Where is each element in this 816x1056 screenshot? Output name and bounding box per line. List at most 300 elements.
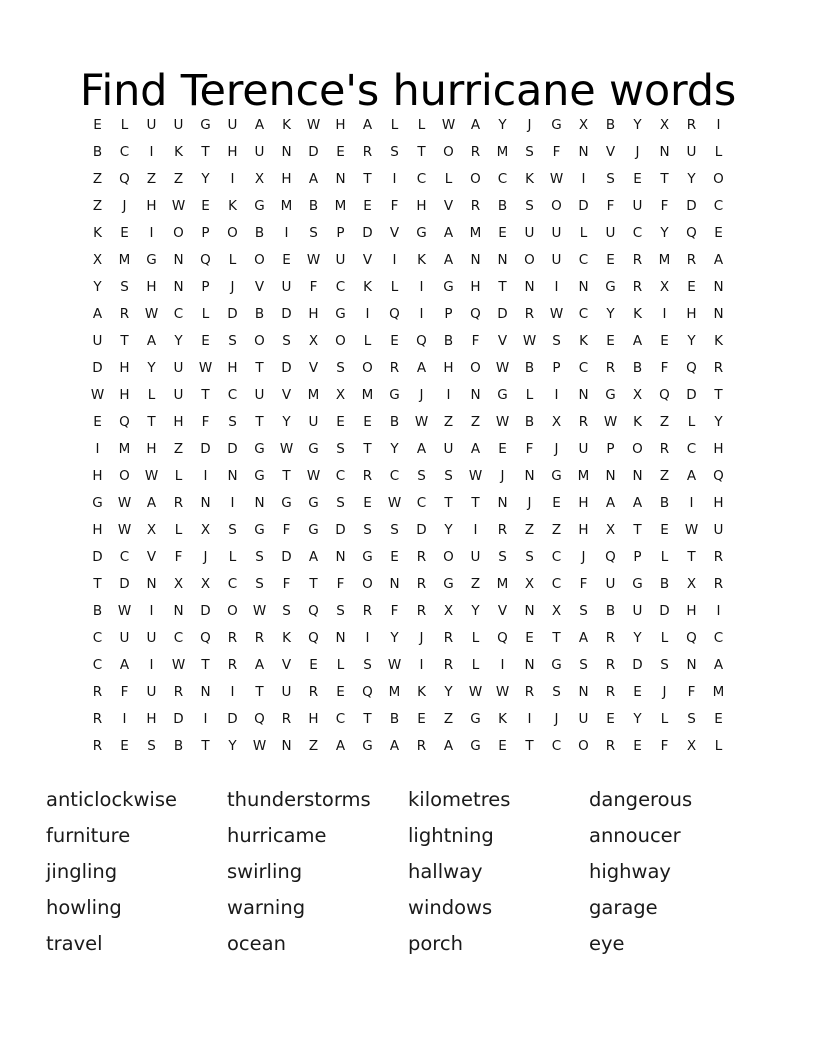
grid-letter[interactable]: F [471,333,480,349]
grid-letter[interactable]: V [146,549,157,565]
grid-letter[interactable]: S [309,225,318,241]
grid-letter[interactable]: X [308,333,319,349]
grid-letter[interactable]: E [417,711,426,727]
grid-letter[interactable]: M [334,198,347,214]
grid-letter[interactable]: O [470,360,481,376]
grid-letter[interactable]: A [632,495,643,511]
grid-letter[interactable]: S [255,576,264,592]
grid-letter[interactable]: B [659,495,670,511]
grid-letter[interactable]: W [279,441,294,457]
grid-letter[interactable]: I [554,387,559,403]
grid-letter[interactable]: A [308,549,319,565]
grid-letter[interactable]: S [120,279,129,295]
grid-letter[interactable]: W [198,360,213,376]
grid-letter[interactable]: I [365,630,370,646]
grid-letter[interactable]: F [525,441,534,457]
grid-letter[interactable]: K [525,171,534,187]
grid-letter[interactable]: E [660,522,669,538]
grid-letter[interactable]: X [92,252,103,268]
grid-letter[interactable]: B [254,306,265,322]
grid-letter[interactable]: M [118,252,131,268]
grid-letter[interactable]: K [579,333,588,349]
grid-letter[interactable]: J [662,684,667,700]
grid-letter[interactable]: A [713,657,724,673]
grid-letter[interactable]: H [416,198,427,214]
grid-letter[interactable]: G [362,549,373,565]
grid-letter[interactable]: K [417,252,426,268]
grid-letter[interactable]: O [524,252,535,268]
grid-letter[interactable]: O [227,603,238,619]
grid-letter[interactable]: P [336,225,345,241]
grid-letter[interactable]: E [120,225,129,241]
grid-letter[interactable]: E [498,738,507,754]
grid-letter[interactable]: A [443,225,454,241]
grid-letter[interactable]: S [228,414,237,430]
grid-letter[interactable]: K [174,144,183,160]
grid-letter[interactable]: H [92,468,103,484]
grid-letter[interactable]: C [713,198,724,214]
grid-letter[interactable]: L [174,468,183,484]
grid-letter[interactable]: O [254,333,265,349]
grid-letter[interactable]: I [203,468,208,484]
grid-letter[interactable]: T [201,738,210,754]
grid-letter[interactable]: S [525,549,534,565]
grid-letter[interactable]: Q [362,684,373,700]
grid-letter[interactable]: K [633,414,642,430]
grid-letter[interactable]: W [171,198,186,214]
grid-letter[interactable]: I [392,252,397,268]
grid-letter[interactable]: K [714,333,723,349]
grid-letter[interactable]: T [687,549,696,565]
grid-letter[interactable]: M [307,387,320,403]
grid-letter[interactable]: G [443,279,454,295]
grid-letter[interactable]: G [254,441,265,457]
grid-letter[interactable]: T [471,495,480,511]
grid-letter[interactable]: J [635,144,640,160]
grid-letter[interactable]: Z [308,738,319,754]
grid-letter[interactable]: Z [524,522,535,538]
grid-letter[interactable]: N [713,279,724,295]
grid-letter[interactable]: V [605,144,616,160]
word-list-item[interactable]: annoucer [589,824,681,847]
grid-letter[interactable]: W [171,657,186,673]
grid-letter[interactable]: I [554,279,559,295]
grid-letter[interactable]: T [498,279,507,295]
grid-letter[interactable]: E [498,225,507,241]
grid-letter[interactable]: S [390,522,399,538]
grid-letter[interactable]: L [390,279,399,295]
grid-letter[interactable]: H [713,441,724,457]
grid-letter[interactable]: B [173,738,184,754]
grid-letter[interactable]: V [308,360,319,376]
grid-letter[interactable]: I [230,495,235,511]
grid-letter[interactable]: N [200,684,211,700]
grid-letter[interactable]: L [471,657,480,673]
grid-letter[interactable]: A [632,333,643,349]
grid-letter[interactable]: Y [498,117,507,133]
grid-letter[interactable]: B [389,711,400,727]
grid-letter[interactable]: W [468,468,483,484]
grid-letter[interactable]: V [443,198,454,214]
grid-letter[interactable]: B [92,603,103,619]
grid-letter[interactable]: L [363,333,372,349]
grid-letter[interactable]: A [92,306,103,322]
grid-letter[interactable]: T [201,144,210,160]
grid-letter[interactable]: S [552,333,561,349]
grid-letter[interactable]: E [93,414,102,430]
grid-letter[interactable]: A [416,360,427,376]
grid-letter[interactable]: U [92,333,103,349]
grid-letter[interactable]: U [551,252,562,268]
grid-letter[interactable]: A [443,252,454,268]
grid-letter[interactable]: R [686,117,697,133]
grid-letter[interactable]: A [470,117,481,133]
grid-letter[interactable]: L [444,171,453,187]
grid-letter[interactable]: H [335,117,346,133]
grid-letter[interactable]: E [633,171,642,187]
word-list-item[interactable]: ocean [227,932,286,955]
grid-letter[interactable]: E [606,252,615,268]
grid-letter[interactable]: O [443,549,454,565]
grid-letter[interactable]: L [228,252,237,268]
grid-letter[interactable]: U [281,684,292,700]
grid-letter[interactable]: B [389,414,400,430]
grid-letter[interactable]: T [363,711,372,727]
grid-letter[interactable]: U [335,252,346,268]
grid-letter[interactable]: X [632,387,643,403]
grid-letter[interactable]: N [524,468,535,484]
grid-letter[interactable]: R [416,576,427,592]
grid-letter[interactable]: J [122,198,127,214]
grid-letter[interactable]: U [173,387,184,403]
grid-letter[interactable]: R [443,657,454,673]
grid-letter[interactable]: G [470,711,481,727]
grid-letter[interactable]: T [147,414,156,430]
grid-letter[interactable]: R [632,279,643,295]
grid-letter[interactable]: N [578,387,589,403]
grid-letter[interactable]: Y [390,441,399,457]
grid-letter[interactable]: I [149,603,154,619]
grid-letter[interactable]: T [363,441,372,457]
grid-letter[interactable]: H [146,711,157,727]
grid-letter[interactable]: D [416,522,427,538]
grid-letter[interactable]: R [605,630,616,646]
word-list-item[interactable]: hallway [408,860,483,883]
grid-letter[interactable]: N [281,738,292,754]
grid-letter[interactable]: D [119,576,130,592]
grid-letter[interactable]: F [309,279,318,295]
grid-letter[interactable]: V [497,333,508,349]
grid-letter[interactable]: I [473,522,478,538]
grid-letter[interactable]: T [255,684,264,700]
grid-letter[interactable]: G [551,468,562,484]
grid-letter[interactable]: U [254,144,265,160]
grid-letter[interactable]: Y [471,603,480,619]
grid-letter[interactable]: W [495,414,510,430]
grid-letter[interactable]: I [149,225,154,241]
grid-letter[interactable]: S [417,468,426,484]
grid-letter[interactable]: M [658,252,671,268]
grid-letter[interactable]: B [497,198,508,214]
grid-letter[interactable]: S [525,144,534,160]
grid-letter[interactable]: G [497,387,508,403]
grid-letter[interactable]: C [227,387,238,403]
grid-letter[interactable]: J [419,387,424,403]
grid-letter[interactable]: I [149,657,154,673]
word-list-item[interactable]: kilometres [408,788,511,811]
grid-letter[interactable]: Z [659,468,670,484]
grid-letter[interactable]: J [500,468,505,484]
grid-letter[interactable]: C [335,711,346,727]
grid-letter[interactable]: U [119,630,130,646]
grid-letter[interactable]: O [632,441,643,457]
grid-letter[interactable]: D [686,387,697,403]
grid-letter[interactable]: C [497,171,508,187]
grid-letter[interactable]: G [92,495,103,511]
grid-letter[interactable]: Z [173,441,184,457]
grid-letter[interactable]: Y [714,414,723,430]
grid-letter[interactable]: W [117,495,132,511]
grid-letter[interactable]: E [336,144,345,160]
grid-letter[interactable]: S [228,522,237,538]
grid-letter[interactable]: Y [201,171,210,187]
grid-letter[interactable]: R [713,576,724,592]
grid-letter[interactable]: Y [606,306,615,322]
grid-letter[interactable]: U [146,630,157,646]
grid-letter[interactable]: N [200,495,211,511]
grid-letter[interactable]: E [660,333,669,349]
word-list-item[interactable]: porch [408,932,463,955]
grid-letter[interactable]: I [203,711,208,727]
grid-letter[interactable]: H [470,279,481,295]
grid-letter[interactable]: R [92,684,103,700]
grid-letter[interactable]: T [255,360,264,376]
grid-letter[interactable]: H [686,603,697,619]
grid-letter[interactable]: A [578,630,589,646]
grid-letter[interactable]: E [363,198,372,214]
grid-letter[interactable]: N [524,657,535,673]
grid-letter[interactable]: E [687,279,696,295]
grid-letter[interactable]: W [522,333,537,349]
word-list-item[interactable]: travel [46,932,103,955]
grid-letter[interactable]: O [578,738,589,754]
grid-letter[interactable]: A [362,117,373,133]
grid-letter[interactable]: Y [633,630,642,646]
grid-letter[interactable]: P [552,360,561,376]
grid-letter[interactable]: R [173,495,184,511]
grid-letter[interactable]: A [146,333,157,349]
grid-letter[interactable]: X [335,387,346,403]
grid-letter[interactable]: D [227,441,238,457]
grid-letter[interactable]: E [525,630,534,646]
grid-letter[interactable]: O [470,171,481,187]
grid-letter[interactable]: M [361,387,374,403]
grid-letter[interactable]: X [524,576,535,592]
grid-letter[interactable]: D [362,225,373,241]
grid-letter[interactable]: D [281,306,292,322]
grid-letter[interactable]: Q [686,630,697,646]
grid-letter[interactable]: P [444,306,453,322]
grid-letter[interactable]: Z [146,171,157,187]
grid-letter[interactable]: Y [633,117,642,133]
word-list-item[interactable]: hurricame [227,824,327,847]
grid-letter[interactable]: U [173,360,184,376]
grid-letter[interactable]: E [390,333,399,349]
grid-letter[interactable]: D [281,549,292,565]
grid-letter[interactable]: N [578,279,589,295]
grid-letter[interactable]: R [443,630,454,646]
grid-letter[interactable]: W [117,603,132,619]
grid-letter[interactable]: E [201,333,210,349]
grid-letter[interactable]: G [254,522,265,538]
grid-letter[interactable]: S [660,657,669,673]
grid-letter[interactable]: R [389,360,400,376]
grid-letter[interactable]: J [581,549,586,565]
grid-letter[interactable]: N [497,495,508,511]
grid-letter[interactable]: I [446,387,451,403]
grid-letter[interactable]: I [230,171,235,187]
grid-letter[interactable]: G [254,468,265,484]
grid-letter[interactable]: D [686,198,697,214]
grid-letter[interactable]: Z [443,711,454,727]
grid-letter[interactable]: S [579,657,588,673]
grid-letter[interactable]: S [498,549,507,565]
grid-letter[interactable]: D [281,360,292,376]
grid-letter[interactable]: E [309,657,318,673]
grid-letter[interactable]: T [93,576,102,592]
word-list-item[interactable]: swirling [227,860,303,883]
grid-letter[interactable]: A [146,495,157,511]
grid-letter[interactable]: T [633,522,642,538]
grid-letter[interactable]: L [525,387,534,403]
grid-letter[interactable]: K [363,279,372,295]
grid-letter[interactable]: R [524,684,535,700]
grid-letter[interactable]: W [90,387,105,403]
grid-letter[interactable]: O [362,360,373,376]
grid-letter[interactable]: R [497,522,508,538]
grid-letter[interactable]: R [92,738,103,754]
grid-letter[interactable]: Z [92,198,103,214]
grid-letter[interactable]: I [95,441,100,457]
grid-letter[interactable]: V [362,252,373,268]
grid-letter[interactable]: R [173,684,184,700]
grid-letter[interactable]: M [577,468,590,484]
grid-letter[interactable]: S [147,738,156,754]
grid-letter[interactable]: A [470,441,481,457]
grid-letter[interactable]: H [146,441,157,457]
grid-letter[interactable]: U [686,144,697,160]
grid-letter[interactable]: L [336,657,345,673]
grid-letter[interactable]: D [227,306,238,322]
grid-letter[interactable]: I [662,306,667,322]
grid-letter[interactable]: C [578,252,589,268]
grid-letter[interactable]: P [606,441,615,457]
grid-letter[interactable]: O [443,144,454,160]
grid-letter[interactable]: Q [470,306,481,322]
grid-letter[interactable]: R [119,306,130,322]
grid-letter[interactable]: H [227,360,238,376]
grid-letter[interactable]: A [335,738,346,754]
grid-letter[interactable]: Q [200,252,211,268]
grid-letter[interactable]: L [120,117,129,133]
grid-letter[interactable]: B [254,225,265,241]
grid-letter[interactable]: S [444,468,453,484]
grid-letter[interactable]: T [201,387,210,403]
grid-letter[interactable]: Q [308,630,319,646]
grid-letter[interactable]: R [605,360,616,376]
grid-letter[interactable]: T [282,468,291,484]
grid-letter[interactable]: S [606,171,615,187]
grid-letter[interactable]: Z [551,522,562,538]
grid-letter[interactable]: C [92,657,103,673]
grid-letter[interactable]: S [552,684,561,700]
grid-letter[interactable]: E [498,441,507,457]
grid-letter[interactable]: S [282,603,291,619]
grid-letter[interactable]: I [122,711,127,727]
grid-letter[interactable]: D [335,522,346,538]
grid-letter[interactable]: X [605,522,616,538]
grid-letter[interactable]: E [633,738,642,754]
grid-letter[interactable]: Y [660,225,669,241]
grid-letter[interactable]: I [716,117,721,133]
grid-letter[interactable]: E [606,333,615,349]
grid-letter[interactable]: R [659,441,670,457]
grid-letter[interactable]: Y [282,414,291,430]
grid-letter[interactable]: X [551,603,562,619]
grid-letter[interactable]: M [496,144,509,160]
grid-letter[interactable]: K [282,630,291,646]
grid-letter[interactable]: W [603,414,618,430]
grid-letter[interactable]: Q [497,630,508,646]
grid-letter[interactable]: S [336,495,345,511]
grid-letter[interactable]: N [281,144,292,160]
grid-letter[interactable]: C [551,549,562,565]
grid-letter[interactable]: G [389,387,400,403]
grid-letter[interactable]: U [551,225,562,241]
grid-letter[interactable]: N [254,495,265,511]
grid-letter[interactable]: T [120,333,129,349]
grid-letter[interactable]: S [228,333,237,349]
grid-letter[interactable]: F [579,576,588,592]
grid-letter[interactable]: H [227,144,238,160]
grid-letter[interactable]: U [605,225,616,241]
grid-letter[interactable]: W [684,522,699,538]
grid-letter[interactable]: S [579,603,588,619]
grid-letter[interactable]: V [497,603,508,619]
grid-letter[interactable]: N [659,144,670,160]
grid-letter[interactable]: K [93,225,102,241]
word-list-item[interactable]: lightning [408,824,494,847]
grid-letter[interactable]: C [416,495,427,511]
grid-letter[interactable]: Y [174,333,183,349]
grid-letter[interactable]: Q [389,306,400,322]
grid-letter[interactable]: B [632,360,643,376]
grid-letter[interactable]: C [335,279,346,295]
grid-letter[interactable]: H [119,387,130,403]
grid-letter[interactable]: J [203,549,208,565]
grid-letter[interactable]: N [524,603,535,619]
grid-letter[interactable]: X [551,414,562,430]
grid-letter[interactable]: L [228,549,237,565]
grid-letter[interactable]: X [173,576,184,592]
grid-letter[interactable]: L [660,549,669,565]
grid-letter[interactable]: T [714,387,723,403]
grid-letter[interactable]: N [497,252,508,268]
grid-letter[interactable]: E [120,738,129,754]
grid-letter[interactable]: T [363,171,372,187]
grid-letter[interactable]: G [551,657,562,673]
grid-letter[interactable]: D [92,549,103,565]
